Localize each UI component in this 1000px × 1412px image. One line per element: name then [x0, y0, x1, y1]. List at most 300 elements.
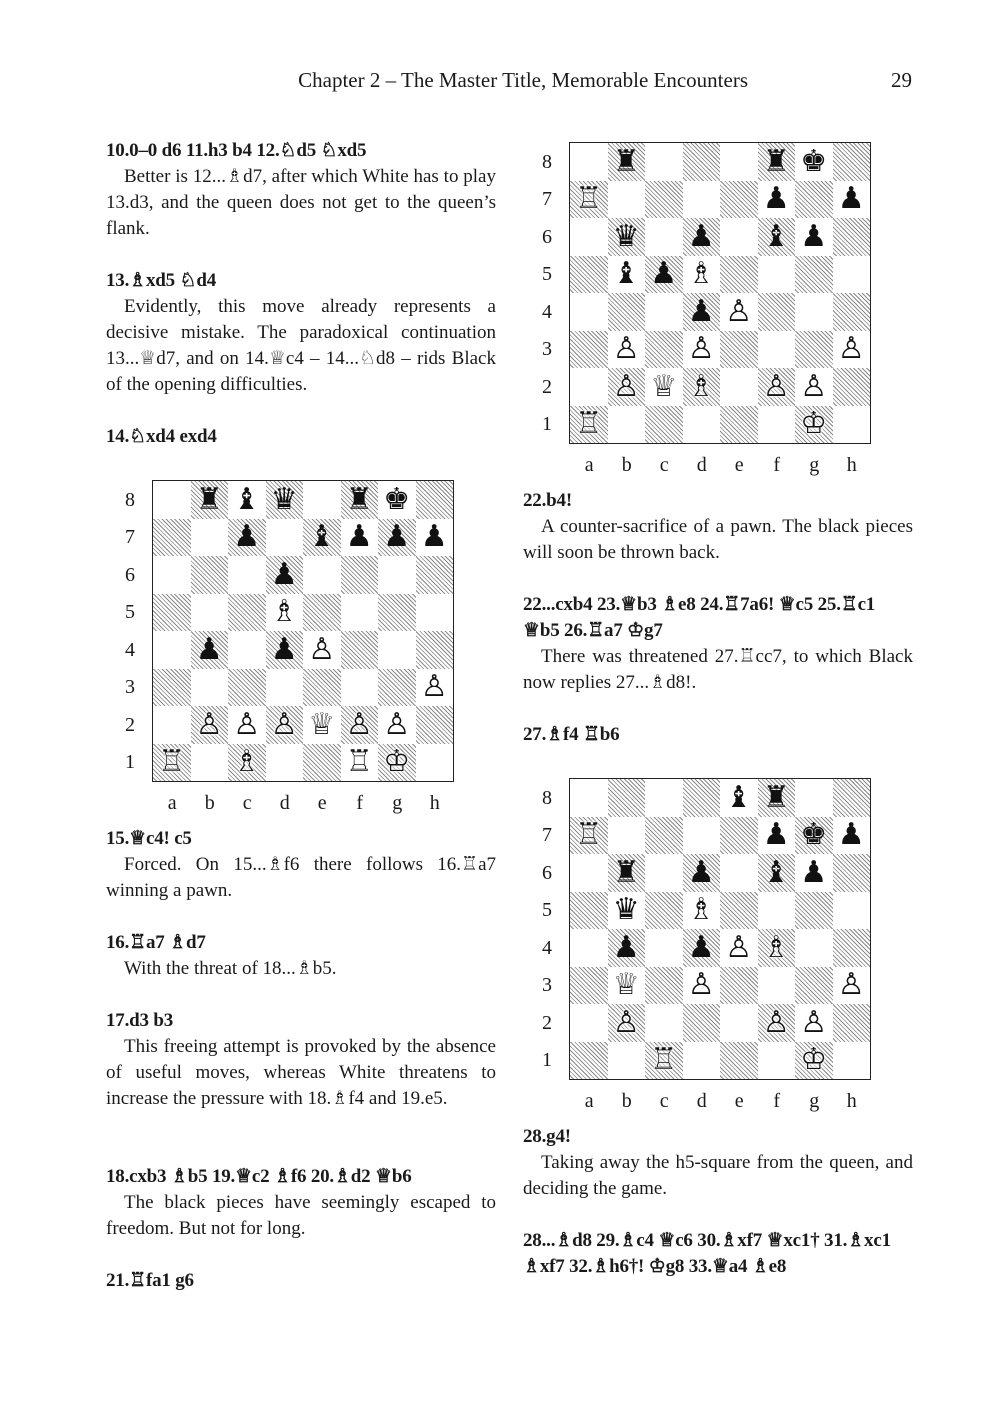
file-label: h [429, 792, 440, 814]
chessboard [569, 778, 871, 1080]
black-bishop-icon: ♝ [233, 481, 261, 517]
square-e4 [720, 929, 758, 967]
square-f6 [341, 556, 379, 594]
rank-label: 6 [542, 225, 552, 248]
black-bishop-icon: ♝ [612, 256, 640, 292]
rank-label: 3 [542, 338, 552, 360]
square-d2 [683, 1004, 721, 1042]
black-pawn-icon: ♟ [195, 631, 223, 667]
square-f1 [758, 406, 796, 444]
file-label: a [584, 454, 594, 476]
square-c7 [645, 181, 683, 219]
rank-label: 3 [125, 676, 135, 698]
white-king-icon: ♔ [383, 744, 411, 780]
square-g5 [795, 256, 833, 294]
rank-label: 4 [542, 936, 552, 959]
square-g4 [795, 929, 833, 967]
black-rook-icon: ♜ [612, 854, 640, 890]
square-c1 [645, 406, 683, 444]
square-h4 [833, 293, 871, 331]
rank-label: 1 [542, 1049, 552, 1071]
white-pawn-icon: ♙ [762, 368, 790, 404]
square-f8 [341, 481, 379, 519]
square-e3 [303, 669, 341, 707]
black-pawn-icon: ♟ [270, 631, 298, 667]
square-d4 [683, 929, 721, 967]
square-d2 [683, 368, 721, 406]
white-pawn-icon: ♙ [195, 706, 223, 742]
black-pawn-icon: ♟ [270, 556, 298, 592]
white-pawn-icon: ♙ [383, 706, 411, 742]
square-h8 [833, 779, 871, 817]
square-d7 [683, 181, 721, 219]
square-e7 [720, 817, 758, 855]
annotation-text: A counter-sacrifice of a pawn. The black pieces will soon be thrown back. [523, 516, 913, 563]
square-g8 [795, 779, 833, 817]
square-e6 [720, 854, 758, 892]
move-text: 21.♖fa1 g6 [106, 1270, 194, 1291]
square-e2 [720, 368, 758, 406]
white-pawn-icon: ♙ [800, 1004, 828, 1040]
square-h2 [416, 706, 454, 744]
square-f3 [341, 669, 379, 707]
square-h5 [833, 256, 871, 294]
black-rook-icon: ♜ [762, 143, 790, 179]
move-block [106, 268, 496, 398]
white-pawn-icon: ♙ [612, 368, 640, 404]
white-pawn-icon: ♙ [762, 1004, 790, 1040]
square-f6 [758, 218, 796, 256]
file-label: f [773, 1090, 781, 1112]
white-pawn-icon: ♙ [233, 706, 261, 742]
square-h1 [833, 1042, 871, 1080]
chess-diagram-2 [523, 142, 913, 484]
square-d1 [266, 744, 304, 782]
square-d5 [683, 256, 721, 294]
square-e1 [720, 1042, 758, 1080]
file-label: h [846, 454, 857, 476]
square-b8 [608, 779, 646, 817]
black-queen-icon: ♛ [612, 218, 640, 254]
square-a4 [570, 293, 608, 331]
black-pawn-icon: ♟ [837, 181, 865, 217]
move-block [106, 826, 496, 904]
rank-label: 3 [542, 974, 552, 996]
rank-label: 8 [125, 488, 135, 511]
square-b5 [608, 256, 646, 294]
square-a3 [570, 331, 608, 369]
square-a3 [153, 669, 191, 707]
square-a7 [570, 817, 608, 855]
square-c6 [645, 218, 683, 256]
square-g5 [378, 594, 416, 632]
square-b7 [608, 817, 646, 855]
file-label: a [167, 792, 177, 814]
square-a3 [570, 967, 608, 1005]
square-g6 [795, 854, 833, 892]
file-label: f [773, 454, 781, 476]
square-c7 [645, 817, 683, 855]
file-label: b [621, 454, 632, 476]
square-e3 [720, 331, 758, 369]
white-rook-icon: ♖ [158, 744, 186, 780]
square-a5 [153, 594, 191, 632]
file-label: g [809, 454, 820, 476]
square-d1 [683, 1042, 721, 1080]
white-rook-icon: ♖ [575, 406, 603, 442]
square-c6 [228, 556, 266, 594]
move-text: 10.0–0 d6 11.h3 b4 12.♘d5 ♘xd5 [106, 140, 367, 161]
square-h6 [833, 218, 871, 256]
move-text: 16.♖a7 ♗d7 [106, 932, 206, 953]
black-pawn-icon: ♟ [687, 293, 715, 329]
square-h7 [416, 519, 454, 557]
white-bishop-icon: ♗ [687, 368, 715, 404]
square-g1 [795, 406, 833, 444]
square-b1 [608, 1042, 646, 1080]
square-a8 [153, 481, 191, 519]
move-block [523, 592, 913, 696]
square-c2 [645, 1004, 683, 1042]
move-text: 14.♘xd4 exd4 [106, 426, 217, 447]
square-h7 [833, 181, 871, 219]
square-f7 [758, 817, 796, 855]
white-bishop-icon: ♗ [233, 744, 261, 780]
black-rook-icon: ♜ [345, 481, 373, 517]
square-a4 [153, 631, 191, 669]
rank-label: 4 [542, 300, 552, 323]
white-queen-icon: ♕ [650, 368, 678, 404]
square-b7 [608, 181, 646, 219]
white-bishop-icon: ♗ [687, 256, 715, 292]
square-h3 [833, 967, 871, 1005]
square-g8 [795, 143, 833, 181]
move-text: 15.♕c4! c5 [106, 828, 192, 849]
square-a8 [570, 779, 608, 817]
rank-label: 6 [125, 563, 135, 586]
square-a1 [153, 744, 191, 782]
square-a7 [153, 519, 191, 557]
square-e7 [303, 519, 341, 557]
square-c3 [228, 669, 266, 707]
rank-label: 2 [542, 375, 552, 398]
square-e7 [720, 181, 758, 219]
rank-label: 5 [542, 899, 552, 921]
black-bishop-icon: ♝ [308, 519, 336, 555]
square-d6 [683, 218, 721, 256]
square-d6 [683, 854, 721, 892]
square-d7 [266, 519, 304, 557]
running-header [0, 68, 1000, 102]
square-a2 [570, 1004, 608, 1042]
square-c4 [228, 631, 266, 669]
square-g6 [795, 218, 833, 256]
square-c3 [645, 331, 683, 369]
square-c8 [228, 481, 266, 519]
square-c8 [645, 779, 683, 817]
black-bishop-icon: ♝ [725, 779, 753, 815]
square-d8 [683, 779, 721, 817]
black-pawn-icon: ♟ [687, 929, 715, 965]
move-block [106, 138, 496, 242]
square-f3 [758, 967, 796, 1005]
file-label: e [317, 792, 327, 814]
file-labels [569, 1090, 869, 1118]
square-h5 [833, 892, 871, 930]
square-e8 [303, 481, 341, 519]
white-pawn-icon: ♙ [837, 331, 865, 367]
square-d3 [266, 669, 304, 707]
annotation-text: The black pieces have seemingly escaped to freedom. But not for long. [106, 1192, 496, 1239]
rank-label: 5 [542, 263, 552, 285]
black-pawn-icon: ♟ [687, 218, 715, 254]
black-king-icon: ♚ [800, 817, 828, 853]
square-b1 [191, 744, 229, 782]
square-b4 [608, 293, 646, 331]
square-h1 [833, 406, 871, 444]
square-h6 [416, 556, 454, 594]
move-text: 18.cxb3 ♗b5 19.♕c2 ♗f6 20.♗d2 ♕b6 [106, 1166, 412, 1187]
rank-label: 8 [542, 786, 552, 809]
square-c1 [228, 744, 266, 782]
square-g7 [795, 817, 833, 855]
move-block [106, 930, 496, 982]
move-block [106, 424, 496, 450]
square-a2 [153, 706, 191, 744]
square-c5 [645, 892, 683, 930]
square-g4 [795, 293, 833, 331]
square-f8 [758, 779, 796, 817]
square-a1 [570, 406, 608, 444]
square-a6 [153, 556, 191, 594]
square-a2 [570, 368, 608, 406]
square-f4 [758, 929, 796, 967]
white-pawn-icon: ♙ [687, 967, 715, 1003]
file-labels [569, 454, 869, 482]
square-d1 [683, 406, 721, 444]
white-pawn-icon: ♙ [308, 631, 336, 667]
square-d3 [683, 967, 721, 1005]
square-h8 [833, 143, 871, 181]
square-e6 [303, 556, 341, 594]
file-label: d [279, 792, 290, 814]
black-pawn-icon: ♟ [837, 817, 865, 853]
square-e2 [720, 1004, 758, 1042]
square-d6 [266, 556, 304, 594]
square-d5 [266, 594, 304, 632]
square-f6 [758, 854, 796, 892]
square-f4 [341, 631, 379, 669]
square-b4 [608, 929, 646, 967]
square-h8 [416, 481, 454, 519]
square-e1 [303, 744, 341, 782]
move-text: 22...cxb4 23.♕b3 ♗e8 24.♖7a6! ♕c5 25.♖c1 ♕b5 26.♖a7 ♔g7 [523, 594, 876, 641]
file-label: a [584, 1090, 594, 1112]
square-e8 [720, 143, 758, 181]
square-g2 [795, 1004, 833, 1042]
black-pawn-icon: ♟ [420, 519, 448, 555]
file-labels [152, 792, 452, 820]
square-c7 [228, 519, 266, 557]
square-c1 [645, 1042, 683, 1080]
square-b6 [191, 556, 229, 594]
black-pawn-icon: ♟ [612, 929, 640, 965]
black-bishop-icon: ♝ [762, 218, 790, 254]
square-b2 [191, 706, 229, 744]
annotation-text: There was threatened 27.♖cc7, to which Black now replies 27...♗d8!. [523, 646, 913, 693]
white-rook-icon: ♖ [345, 744, 373, 780]
square-f7 [341, 519, 379, 557]
white-pawn-icon: ♙ [270, 706, 298, 742]
square-c5 [228, 594, 266, 632]
square-b5 [608, 892, 646, 930]
black-rook-icon: ♜ [762, 779, 790, 815]
black-bishop-icon: ♝ [762, 854, 790, 890]
square-c4 [645, 929, 683, 967]
move-text: 22.b4! [523, 490, 572, 511]
rank-label: 7 [542, 188, 552, 210]
square-e3 [720, 967, 758, 1005]
white-pawn-icon: ♙ [687, 331, 715, 367]
annotation-text: With the threat of 18...♗b5. [124, 958, 337, 979]
file-label: b [621, 1090, 632, 1112]
file-label: d [696, 454, 707, 476]
square-d8 [266, 481, 304, 519]
white-pawn-icon: ♙ [800, 368, 828, 404]
square-f2 [758, 368, 796, 406]
square-a6 [570, 854, 608, 892]
chess-diagram-3 [523, 778, 913, 1120]
white-pawn-icon: ♙ [612, 331, 640, 367]
square-b5 [191, 594, 229, 632]
square-e4 [720, 293, 758, 331]
square-d4 [266, 631, 304, 669]
square-g8 [378, 481, 416, 519]
rank-label: 5 [125, 601, 135, 623]
square-e6 [720, 218, 758, 256]
black-queen-icon: ♛ [612, 892, 640, 928]
rank-label: 1 [542, 413, 552, 435]
square-h7 [833, 817, 871, 855]
square-d5 [683, 892, 721, 930]
move-block [523, 1124, 913, 1202]
square-f5 [341, 594, 379, 632]
square-c3 [645, 967, 683, 1005]
black-pawn-icon: ♟ [687, 854, 715, 890]
square-f1 [758, 1042, 796, 1080]
annotation-text: This freeing attempt is provoked by the absence of useful moves, whereas White threatens to increase the pressure with 18.♗f4 and 19.e5. [106, 1036, 496, 1109]
white-bishop-icon: ♗ [687, 892, 715, 928]
move-block [106, 1164, 496, 1242]
square-g6 [378, 556, 416, 594]
file-label: g [809, 1090, 820, 1112]
square-a7 [570, 181, 608, 219]
white-rook-icon: ♖ [650, 1042, 678, 1078]
square-d7 [683, 817, 721, 855]
black-queen-icon: ♛ [270, 481, 298, 517]
square-a4 [570, 929, 608, 967]
square-b3 [608, 331, 646, 369]
file-label: e [734, 1090, 744, 1112]
annotation-text: Forced. On 15...♗f6 there follows 16.♖a7 winning a pawn. [106, 854, 496, 901]
move-text: 27.♗f4 ♖b6 [523, 724, 620, 745]
square-a5 [570, 256, 608, 294]
white-king-icon: ♔ [800, 1042, 828, 1078]
move-text: 28...♗d8 29.♗c4 ♕c6 30.♗xf7 ♕xc1† 31.♗xc1 ♗xf7 32.♗h6†! ♔g8 33.♕a4 ♗e8 [523, 1230, 891, 1277]
rank-label: 6 [542, 861, 552, 884]
white-pawn-icon: ♙ [420, 669, 448, 705]
file-label: e [734, 454, 744, 476]
black-rook-icon: ♜ [195, 481, 223, 517]
page-number: 29 [891, 68, 912, 92]
black-pawn-icon: ♟ [233, 519, 261, 555]
square-f5 [758, 256, 796, 294]
square-d3 [683, 331, 721, 369]
black-pawn-icon: ♟ [800, 218, 828, 254]
square-g1 [378, 744, 416, 782]
chessboard [152, 480, 454, 782]
square-b8 [608, 143, 646, 181]
file-label: c [242, 792, 252, 814]
rank-label: 8 [542, 150, 552, 173]
rank-label: 2 [542, 1011, 552, 1034]
black-pawn-icon: ♟ [650, 256, 678, 292]
square-e1 [720, 406, 758, 444]
square-a8 [570, 143, 608, 181]
square-h6 [833, 854, 871, 892]
square-c6 [645, 854, 683, 892]
square-f5 [758, 892, 796, 930]
black-pawn-icon: ♟ [800, 854, 828, 890]
square-h3 [833, 331, 871, 369]
square-e8 [720, 779, 758, 817]
square-b1 [608, 406, 646, 444]
square-e5 [303, 594, 341, 632]
square-g5 [795, 892, 833, 930]
white-rook-icon: ♖ [575, 817, 603, 853]
white-king-icon: ♔ [800, 406, 828, 442]
square-g4 [378, 631, 416, 669]
square-h2 [833, 368, 871, 406]
square-f3 [758, 331, 796, 369]
square-a5 [570, 892, 608, 930]
square-c4 [645, 293, 683, 331]
white-queen-icon: ♕ [612, 967, 640, 1003]
move-block [523, 1228, 913, 1280]
square-g2 [795, 368, 833, 406]
square-g3 [795, 967, 833, 1005]
square-b2 [608, 1004, 646, 1042]
square-e5 [720, 256, 758, 294]
square-c8 [645, 143, 683, 181]
square-b2 [608, 368, 646, 406]
square-g3 [795, 331, 833, 369]
square-h4 [416, 631, 454, 669]
square-a1 [570, 1042, 608, 1080]
annotation-text: Better is 12...♗d7, after which White has to play 13.d3, and the queen does not get to the queen’s flank. [106, 166, 496, 239]
square-c2 [228, 706, 266, 744]
move-text: 28.g4! [523, 1126, 571, 1147]
white-bishop-icon: ♗ [762, 929, 790, 965]
file-label: g [392, 792, 403, 814]
square-b4 [191, 631, 229, 669]
square-b8 [191, 481, 229, 519]
square-b6 [608, 854, 646, 892]
chessboard [569, 142, 871, 444]
square-f4 [758, 293, 796, 331]
square-h3 [416, 669, 454, 707]
move-block [106, 1268, 496, 1294]
